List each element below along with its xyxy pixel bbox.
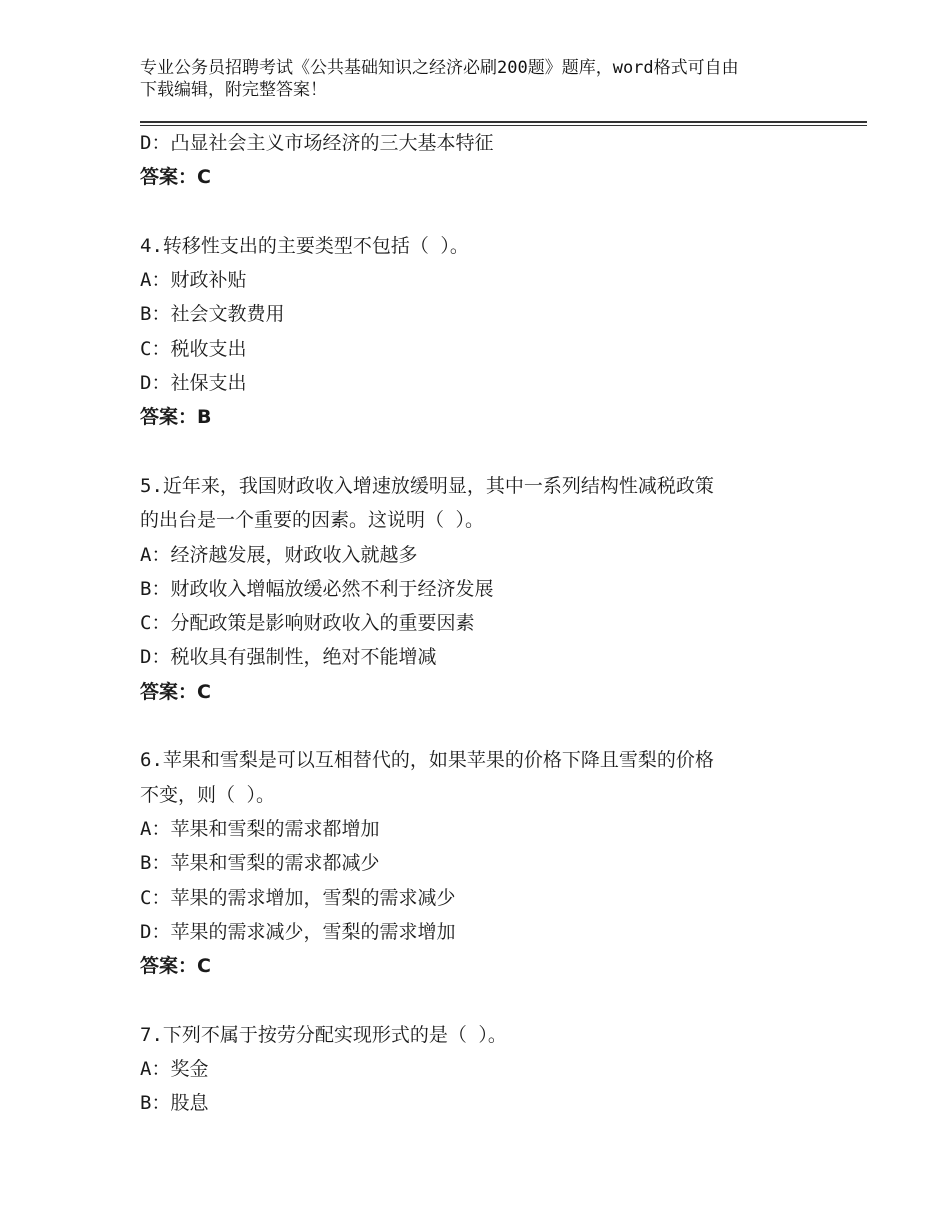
q4-answer: 答案：B bbox=[140, 406, 212, 429]
q6-answer: 答案：C bbox=[140, 955, 211, 978]
q5-answer: 答案：C bbox=[140, 680, 211, 703]
q5-option-a: A：经济越发展，财政收入就越多 bbox=[140, 543, 418, 566]
q3-answer: 答案：C bbox=[140, 166, 211, 189]
q6-option-c: C：苹果的需求增加，雪梨的需求减少 bbox=[140, 886, 456, 909]
q6-stem-line-1: 6.苹果和雪梨是可以互相替代的，如果苹果的价格下降且雪梨的价格 bbox=[140, 749, 714, 772]
header-line-2: 下载编辑，附完整答案！ bbox=[140, 80, 327, 100]
q5-option-b: B：财政收入增幅放缓必然不利于经济发展 bbox=[140, 577, 494, 600]
page-header bbox=[140, 57, 820, 101]
document-body bbox=[140, 126, 840, 1121]
spacer bbox=[140, 709, 840, 743]
q7-stem: 7.下列不属于按劳分配实现形式的是（ ）。 bbox=[140, 1023, 507, 1046]
header-divider-thick bbox=[140, 121, 867, 123]
q5-option-d: D：税收具有强制性，绝对不能增减 bbox=[140, 646, 437, 669]
q6-option-a: A：苹果和雪梨的需求都增加 bbox=[140, 817, 380, 840]
question-4 bbox=[140, 229, 840, 435]
spacer bbox=[140, 983, 840, 1017]
question-5 bbox=[140, 469, 840, 709]
q5-stem-line-2: 的出台是一个重要的因素。这说明（ ）。 bbox=[140, 509, 484, 532]
q6-option-b: B：苹果和雪梨的需求都减少 bbox=[140, 852, 380, 875]
q7-option-b: B：股息 bbox=[140, 1092, 209, 1115]
question-7 bbox=[140, 1018, 840, 1121]
question-6 bbox=[140, 743, 840, 983]
spacer bbox=[140, 195, 840, 229]
question-3-tail bbox=[140, 126, 840, 195]
spacer bbox=[140, 435, 840, 469]
q5-stem-line-1: 5.近年来，我国财政收入增速放缓明显，其中一系列结构性减税政策 bbox=[140, 474, 714, 497]
q3-option-d: D：凸显社会主义市场经济的三大基本特征 bbox=[140, 132, 494, 154]
q6-stem-line-2: 不变，则（ ）。 bbox=[140, 783, 275, 806]
q7-option-a: A：奖金 bbox=[140, 1058, 209, 1081]
q4-stem: 4.转移性支出的主要类型不包括（ ）。 bbox=[140, 234, 469, 257]
q4-option-a: A：财政补贴 bbox=[140, 269, 247, 292]
header-line-1: 专业公务员招聘考试《公共基础知识之经济必刷200题》题库，word格式可自由 bbox=[140, 58, 739, 78]
q4-option-d: D：社保支出 bbox=[140, 372, 247, 395]
q4-option-b: B：社会文教费用 bbox=[140, 303, 285, 326]
q6-option-d: D：苹果的需求减少，雪梨的需求增加 bbox=[140, 920, 456, 943]
q5-option-c: C：分配政策是影响财政收入的重要因素 bbox=[140, 612, 475, 635]
q4-option-c: C：税收支出 bbox=[140, 337, 247, 360]
